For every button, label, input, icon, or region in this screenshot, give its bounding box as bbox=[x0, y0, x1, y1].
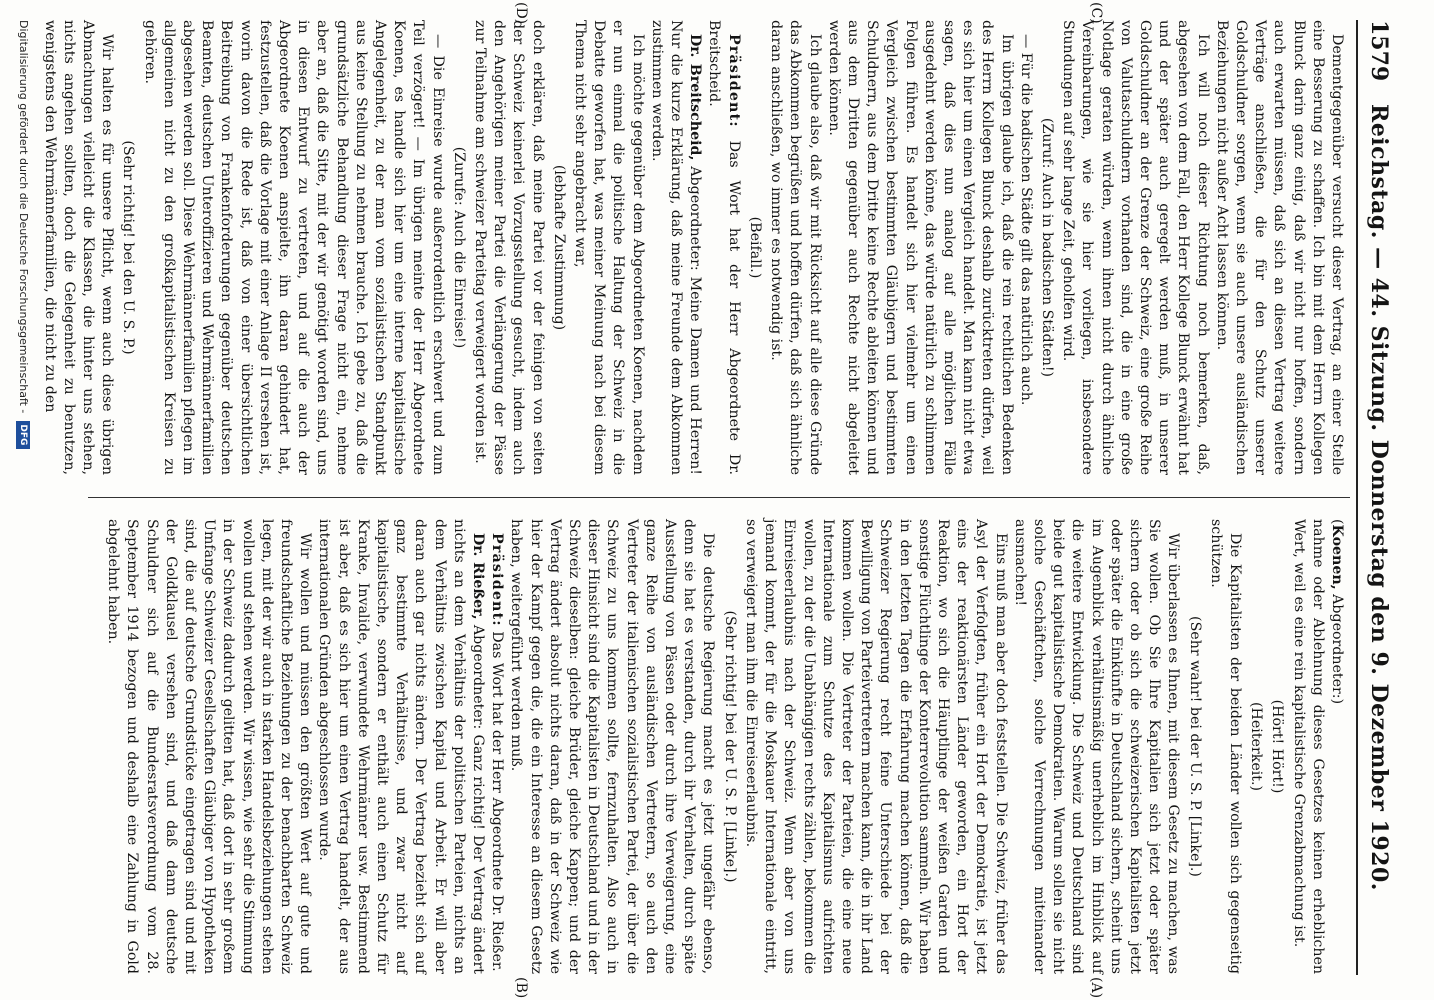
paragraph: Wir wollen und müssen den größten Wert auf gute und freundschaftliche Beziehungen zu der benachbarten Schweiz legen, mit der wir auch in starken Handelsbeziehungen stehen wollen und stehen werden. Wir wissen, wie sehr die Stimmung in der Schweiz dadurch gelitten hat, daß dort in sehr großem Umfange Schweizer Gesellschaften Gläubiger von Hypotheken sind, die auf deutsche Grundstücke eingetragen sind und mit der Goldklausel versehen sind, und daß dann deutsche Schuldner sich auf die Bundesratsverordnung vom 28. September 1914 bezogen und deshalb eine Zahlung in Gold abgelehnt haben. bbox=[105, 519, 314, 974]
speech-text: Abgeordneter: Meine Damen und Herren! Nur die kurze Erklärung, daß meine Freunde dem Abkommen zustimmen werden. bbox=[648, 20, 704, 475]
speaker-paragraph bbox=[704, 20, 742, 475]
paragraph: nahme oder Ablehnung dieses Gesetzes keinen erheblichen Wert, weil es eine rein kapitalistische Grenzabmachung ist. bbox=[1290, 519, 1326, 974]
interjection: (Zuruf: Auch in badischen Städten!) bbox=[1038, 117, 1055, 378]
margin-mark-a: (A) bbox=[1088, 977, 1104, 999]
paragraph: Wir halten es für unsere Pflicht, wenn auch diese übrigen Abmachungen vielleicht die Klassen, die hinter uns stehen, nichts angehen sollten, doch die Gelegenheit zu benutzen, wenigstens den Wehrmännerfamilien, die nicht zu den bbox=[41, 20, 116, 475]
interjection: (Sehr richtig! bei der U. S. P. [Linke].) bbox=[721, 610, 738, 883]
interjection: (Sehr wahr! bei der U. S. P. [Linke].) bbox=[1186, 616, 1203, 877]
speech-text: Abgeordneter: bbox=[1329, 589, 1345, 699]
digitization-credit bbox=[8, 20, 30, 980]
interjection: (Hört! Hört!) bbox=[1269, 699, 1286, 794]
paragraph: doch erklären, daß meine Partei vor der feinigen von seiten der Schweiz keinerlei Vorzugsstellung gesucht, indem auch den Angehörigen meiner Partei die Verlängerung der Pässe zur Teilnahme am schweizer Parteitag verweigert worden ist. bbox=[472, 20, 546, 475]
speech-text: Das Wort hat der Herr Abgeordnete Dr. Breitscheid. bbox=[706, 20, 742, 475]
margin-mark-c: (C) bbox=[1088, 2, 1104, 24]
paragraph: Im übrigen glaube ich, daß die rein rechtlichen Bedenken des Herrn Kollegen Blunck deshalb zurücktreten dürfen, weil es sich hier um einen Vergleich handelt. Man kann nicht etwa sagen, daß dies nun analog auf alle möglichen Fälle ausgedehnt werden könne, das würde natürlich zu schlimmen Folgen führen. Es handelt sich hier vielmehr um einen Vergleich zwischen bestimmten Gläubigern und bestimmten Schuldnern, aus dem Dritte keine Rechte ableiten können und aus dem Dritten gegenüber auch Rechte nicht abgeleitet werden können. bbox=[825, 20, 1015, 475]
paragraph: Eins muß man aber doch feststellen. Die Schweiz, früher das Asyl der Verfolgten, früher ein Hort der Demokratie, ist jetzt eins der reaktionärsten Länder geworden, ein Hort der Reaktion, wo sich die Häuptlinge der weißen Garden und sonstige Flüchtlinge der Konterrevolution sammeln. Wir haben in den letzten Tagen die Erfahrung machen können, daß die Schweizer Regierung recht feine Unterschiede bei der Bewilligung von Parteivertretern machen kann, die in ihr Land kommen wollen. Die Vertreter der Parteien, die eine neue Internationale zum Schutze des Kapitalismus aufrichten wollen, zu der die Unabhängigen rechts zählen, bekommen die Einreiseerlaubnis nach der Schweiz. Wenn aber von uns jemand kommt, der für die Moskauer Internationale eintritt, so verweigert man ihm die Einreiseerlaubnis. bbox=[742, 519, 1009, 974]
speaker-name: Koenen, bbox=[1329, 524, 1345, 590]
credit-text: Digitalisierung gefördert durch die Deutsche Forschungsgemeinschaft - bbox=[17, 20, 30, 417]
page-header bbox=[1356, 20, 1398, 975]
paragraph: Die Kapitalisten der beiden Länder wollen sich gegenseitig schützen. bbox=[1207, 519, 1243, 974]
speaker-name: Dr. Breitscheid, bbox=[687, 34, 704, 161]
interjection: (Zurufe: Auch die Einreise!) bbox=[450, 146, 467, 349]
page-title: Reichstag. — 44. Sitzung. Donnerstag den 9. Dezember 1920. bbox=[1366, 104, 1392, 891]
paragraph: — Die Einreise wurde außerordentlich erschwert und zum Teil verzögert! — Im übrigen meinte der Herr Abgeordnete Koenen, es handle sich hier um eine interne kapitalistische Angelegenheit, zu der man vom sozialistischen Standpunkt aus keine Stellung zu nehmen brauche. Ich gebe zu, daß die grundsätzliche Behandlung dieser Frage nicht ein, nehme aber an, daß die Sitte, mit der wir genötigt worden sind, uns in diesen Entwurf zu vertreten, und auf die auch der Abgeordnete Koenen anspielte, ihn daran gehindert hat, festzustellen, daß die Vorlage mit einer Anlage II versehen ist, worin davon die Rede ist, daß von einer übersichtlichen Beitreibung von Frankenforderungen gegenüber deutschen Beamten, deutschen Unteroffizieren und Wehrmännerfamilien abgesehen werden soll. Diese Wehrmännerfamilien pflegen im allgemeinen nicht zu den großkapitalistischen Kreisen zu gehören. bbox=[141, 20, 446, 475]
interjection: (Heiterkeit.) bbox=[1248, 702, 1265, 791]
paragraph: — Für die badischen Städte gilt das natürlich auch. bbox=[1017, 34, 1034, 406]
left-column bbox=[41, 20, 1346, 475]
column-divider bbox=[88, 497, 1350, 498]
speaker-paragraph bbox=[314, 519, 487, 974]
speaker-name: Präsident: bbox=[725, 34, 742, 128]
interjection: (Beifall.) bbox=[746, 216, 763, 279]
page-number: 1579 bbox=[1366, 20, 1392, 82]
speaker-name: Dr. Rießer, bbox=[470, 533, 487, 620]
margin-mark-d: (D) bbox=[513, 2, 529, 25]
paragraph: Ich will noch dieser Richtung noch bemerken, daß, abgesehen von dem Fall, den Herr Kollege Blunck erwähnt hat und der später auch geregelt werden muß, in unserer Goldschuldner an der Grenze der Schweiz, eine große Reihe von Valutaschuldnern vorhanden sind, die in eine große Notlage geraten würden, wenn ihnen nicht durch ähnliche Vereinbarungen, wie sie hier vorliegen, insbesondere Stundungen auf sehr lange Zeit, geholfen wird. bbox=[1060, 20, 1211, 475]
speaker-paragraph bbox=[487, 519, 506, 974]
paragraph: Ich möchte gegenüber dem Abgeordneten Koenen, nachdem er nun einmal die politische Haltung der Schweiz in die Debatte geworfen hat, was meiner Meinung nach bei diesem Thema nicht sehr angebracht war, bbox=[572, 20, 646, 475]
right-column bbox=[91, 519, 1346, 974]
dfg-logo: DFG bbox=[16, 421, 30, 449]
paragraph: Wir überlassen es Ihnen, mit diesem Gesetz zu machen, was Sie wollen. Ob Sie Ihre Kapitalien sich jetzt oder später sichern oder ob sich die schweizerischen Kapitalisten jetzt oder später die Einkünfte in Deutschland sichern, scheint uns im Augenblick verhältnismäßig unerheblich im Hinblick auf die weitere Entwicklung. Die Schweiz und Deutschland sind beide gut kapitalistische Demokratien. Warum sollen sie nicht solche Geschäftchen, solche Verrechnungen miteinander ausmachen! bbox=[1011, 519, 1182, 974]
paragraph: Die deutsche Regierung macht es jetzt ungefähr ebenso, denn sie hat es verstanden, durch ihr Verhalten, durch späte Ausstellung von Pässen oder durch ihre Verweigerung, eine ganze Reihe von ausländischen Vertretern, so auch den Vertreter der italienischen sozialistischen Partei, der über die Schweiz zu uns kommen sollte, fernzuhalten. Also auch in dieser Hinsicht sind die Kapitalisten in Deutschland und in der Schweiz dieselben: gleiche Brüder, gleiche Kappen; und der Vertrag ändert absolut nichts daran, daß in der Schweiz wie hier der Kampf gegen die, die ein Interesse an diesem Gesetz haben, weitergeführt werden muß. bbox=[508, 519, 717, 974]
interjection: (lebhafte Zustimmung) bbox=[550, 164, 567, 331]
interjection: (Sehr richtig! bei den U. S. P.) bbox=[120, 140, 137, 355]
paragraph: Dementgegenüber versucht dieser Vertrag, an einer Stelle eine Besserung zu schaffen. Ich bin mit dem Herrn Kollegen Blunck darin ganz einig, daß wir nicht nur hoffen, sondern auch erwarten müssen, daß sich an diesen Vertrag weitere Verträge anschließen, die für den Schutz unserer Goldschuldner sorgen, wenn sie auch unsere ausländischen Beziehungen nicht außer Acht lassen können. bbox=[1213, 20, 1345, 475]
margin-mark-b: (B) bbox=[513, 977, 529, 999]
speaker-paragraph: (Koenen, Abgeordneter:) bbox=[1329, 519, 1345, 705]
speaker-paragraph bbox=[647, 20, 705, 475]
speaker-name: Präsident: bbox=[489, 533, 506, 627]
paragraph: Ich glaube also, daß wir mit Rücksicht auf alle diese Gründe das Abkommen begrüßen und hoffen dürfen, daß sich ähnliche daran anschließen, wo immer es notwendig ist. bbox=[768, 20, 823, 475]
speech-text: Abgeordneter: Ganz richtig! Der Vertrag ändert nichts an dem Verhältnis der politischen Parteien, nichts an dem Verhältnis zwischen Kapital und Arbeit. Er will aber daran auch gar nichts ändern. Der Vertrag bezieht sich auf ganz bestimmte Verhältnisse, und zwar nicht auf kapitalistische, sondern er enthält auch einen Schutz für Kranke, Invalide, verwundete Wehrmänner usw. Bestimmend ist aber, daß es sich hier um einen Vertrag handelt, der aus internationalen Gründen abgeschlossen wurde. bbox=[316, 519, 487, 974]
speech-text: Das Wort hat der Herr Abgeordnete Dr. Rießer. bbox=[489, 626, 506, 972]
